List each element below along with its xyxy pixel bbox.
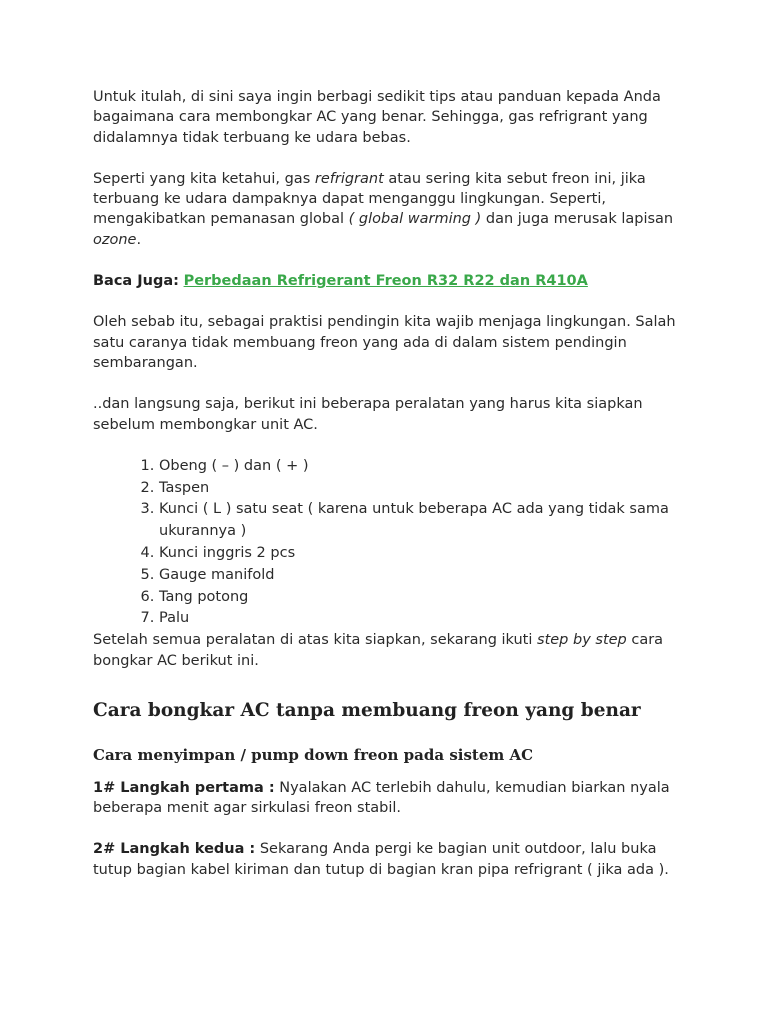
italic-term: ozone [93,231,137,248]
italic-term: refrigrant [314,170,384,187]
step-2-paragraph [93,839,693,880]
italic-term: step by step [537,632,627,649]
text-span: dan juga merusak lapisan [481,211,674,228]
text-span: cara bongkar AC berikut ini. [93,632,664,669]
italic-term: ( global warming ) [348,211,482,228]
list-item: 5. Gauge manifold [159,565,693,587]
text-span: Setelah semua peralatan di atas kita siapkan, sekarang ikuti [93,632,538,649]
tools-intro-paragraph: ..dan langsung saja, berikut ini beberapa peralatan yang harus kita siapkan sebelum membongkar unit AC. [93,396,643,433]
text-span: . [136,231,142,248]
list-item: 4. Kunci inggris 2 pcs [159,543,693,565]
read-also-label: Baca Juga: [93,273,179,290]
list-item: 3. Kunci ( L ) satu seat ( karena untuk beberapa AC ada yang tidak sama ukurannya ) [159,499,693,543]
step-1-text: Nyalakan AC terlebih dahulu, kemudian biarkan nyala beberapa menit agar sirkulasi freon stabil. [93,779,670,817]
step-1-paragraph [93,778,693,819]
step-2-label: 2# Langkah kedua : [93,841,256,858]
environment-paragraph: Oleh sebab itu, sebagai praktisi pendingin kita wajib menjaga lingkungan. Salah satu caranya tidak membuang freon yang ada di dalam sistem pendingin sembarangan. [93,314,676,371]
subsection-heading: Cara menyimpan / pump down freon pada sistem AC [93,745,534,764]
list-item: 7. Palu [159,608,693,630]
text-span: atau sering kita sebut freon ini, jika terbuang ke udara dampaknya dapat menganggu lingkungan. Seperti, mengakibatkan pemanasan global [93,170,646,228]
read-also [93,271,693,291]
refrigerant-paragraph [93,169,693,250]
step-1-label: 1# Langkah pertama : [93,779,275,796]
list-item: 1. Obeng ( – ) dan ( + ) [159,456,693,478]
read-also-link[interactable]: Perbedaan Refrigerant Freon R32 R22 dan R410A [183,273,588,290]
article-body [93,87,693,880]
intro-paragraph: Untuk itulah, di sini saya ingin berbagi sedikit tips atau panduan kepada Anda bagaimana cara membongkar AC yang benar. Sehingga, gas refrigrant yang didalamnya tidak terbuang ke udara bebas. [93,89,661,146]
text-span: Seperti yang kita ketahui, gas [93,170,315,187]
step-intro-paragraph [93,630,693,671]
section-heading: Cara bongkar AC tanpa membuang freon yang benar [93,699,641,721]
list-item: 2. Taspen [159,478,693,500]
list-item: 6. Tang potong [159,587,693,609]
tools-list [93,456,693,630]
step-2-text: Sekarang Anda pergi ke bagian unit outdoor, lalu buka tutup bagian kabel kiriman dan tutup di bagian kran pipa refrigrant ( jika ada ). [93,841,669,878]
